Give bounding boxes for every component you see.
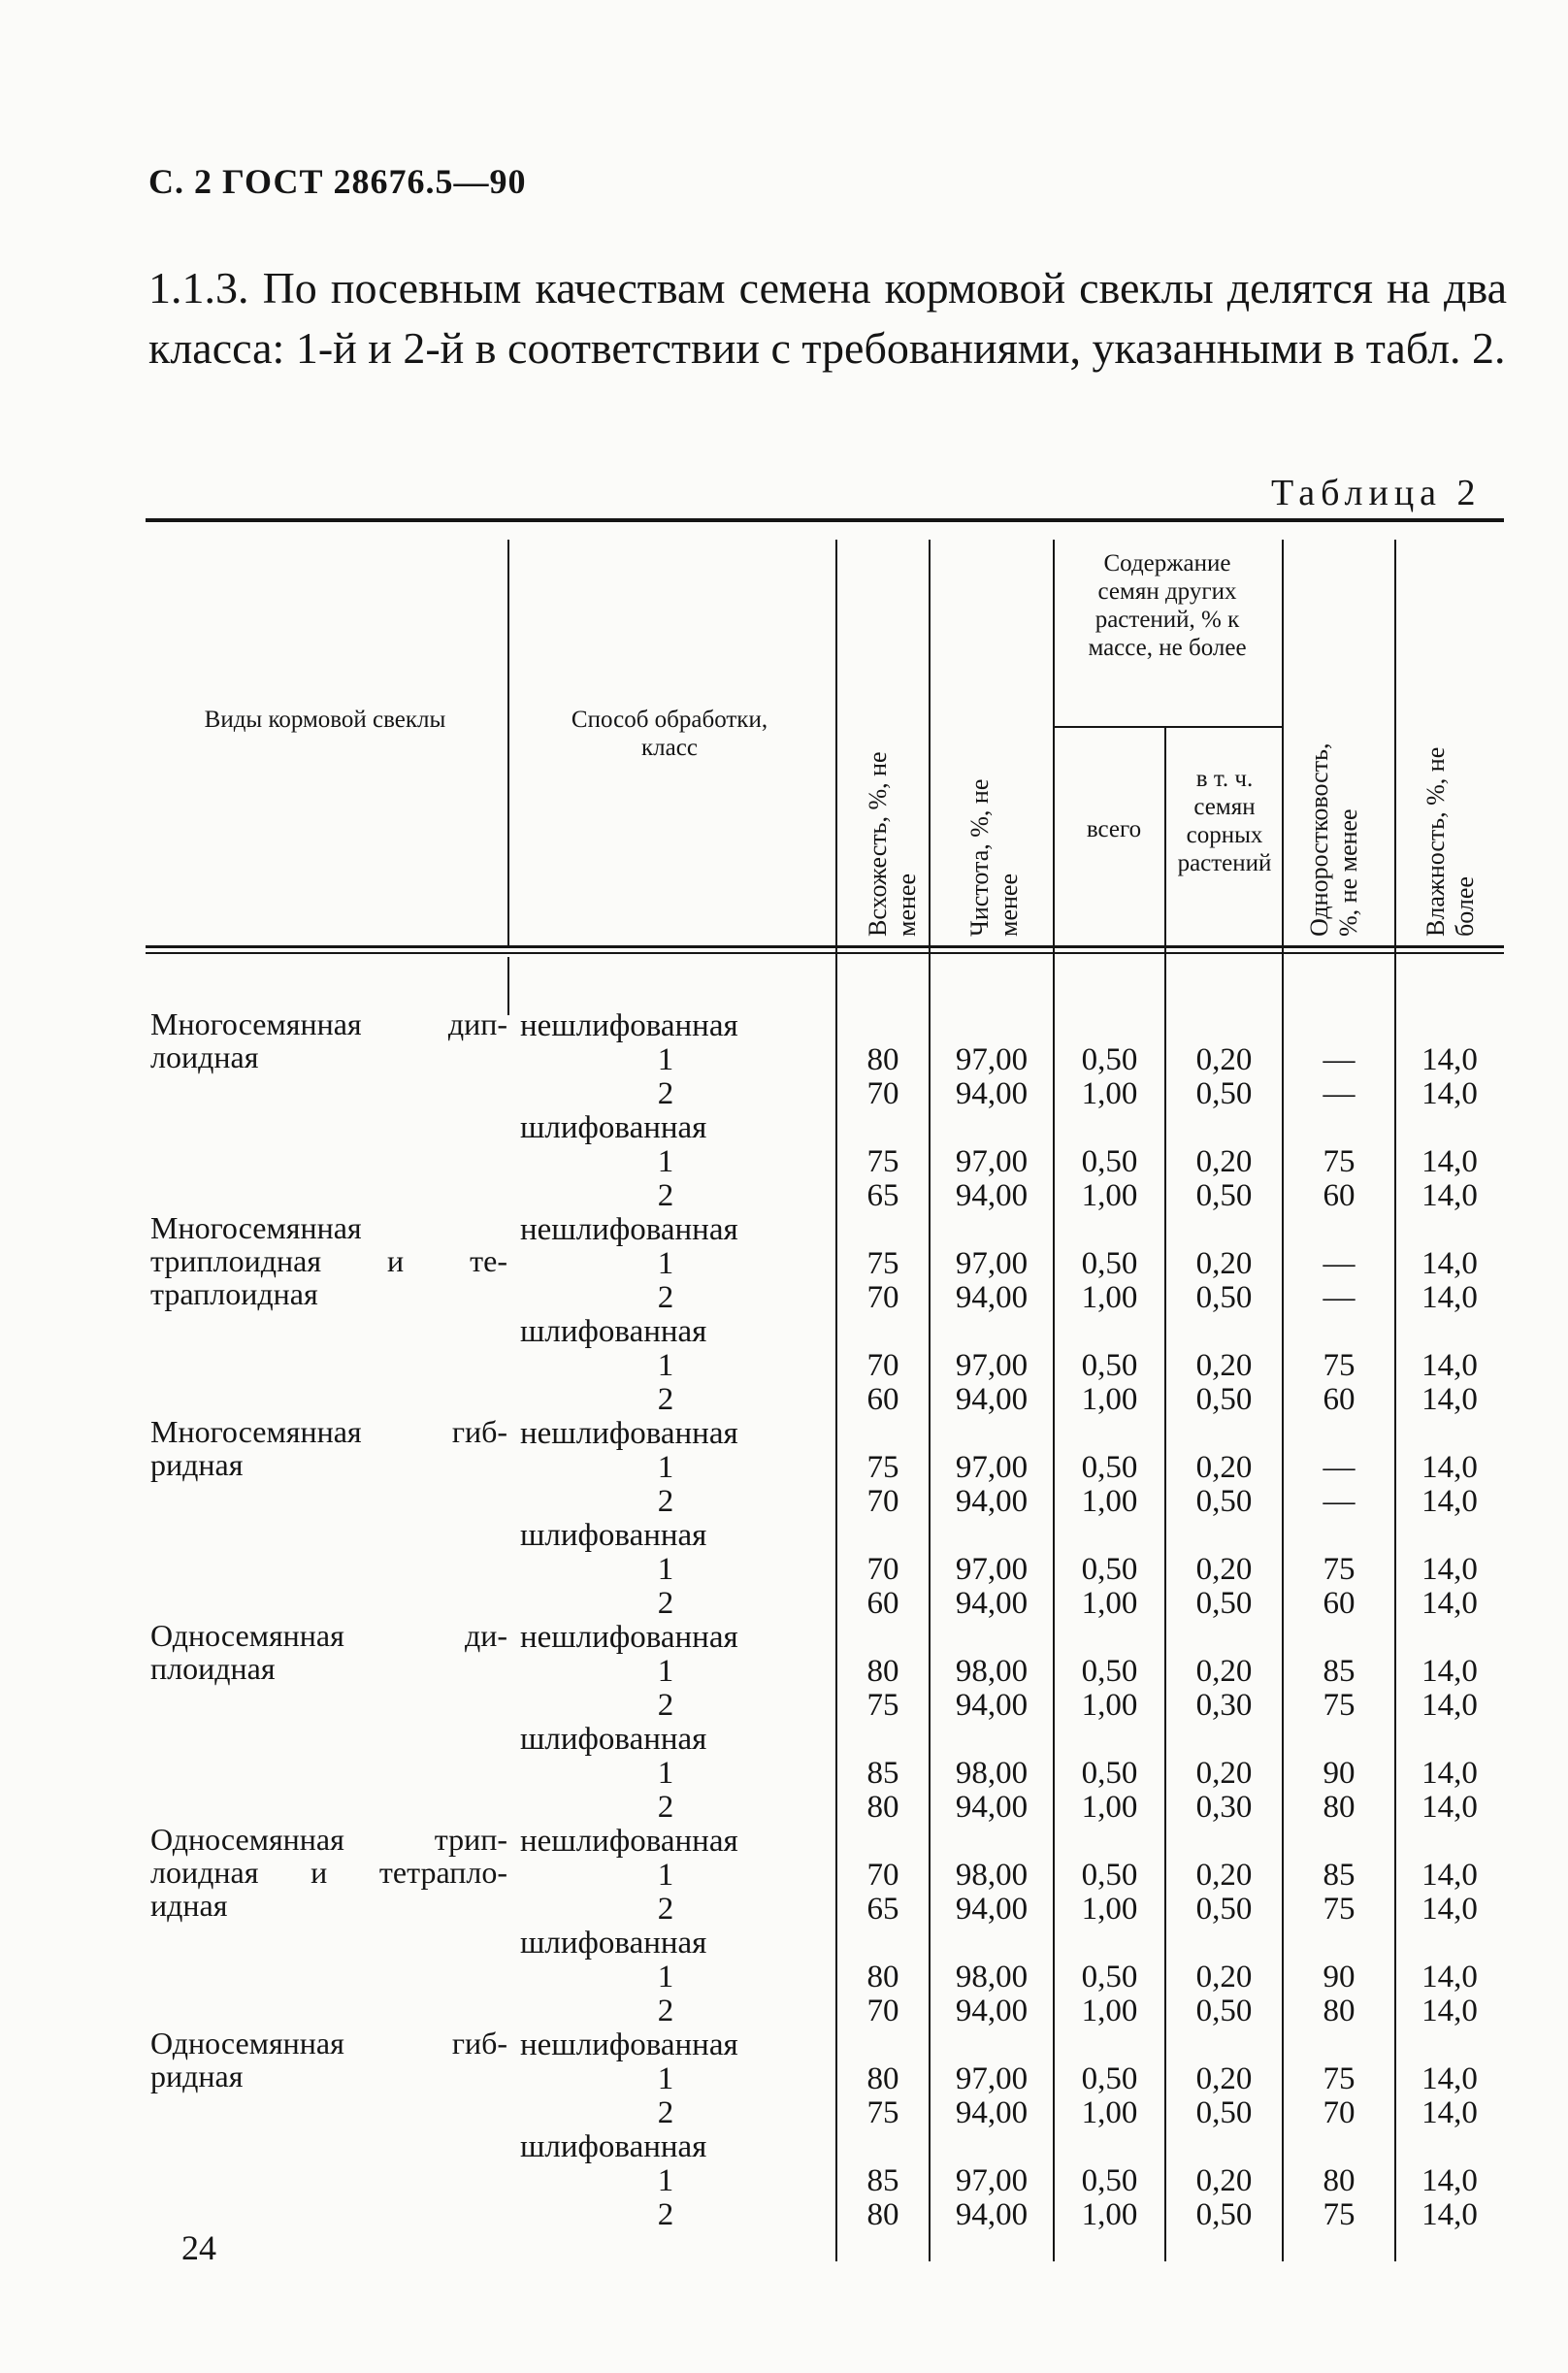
purity-cell: 97,00 bbox=[955, 2163, 1029, 2198]
single-sprout-cell: 60 bbox=[1323, 1586, 1356, 1621]
beet-kind-line: ридная bbox=[150, 1447, 244, 1482]
purity-cell: 94,00 bbox=[955, 1280, 1029, 1315]
beet-kind-line: лоидная и тетрапло- bbox=[150, 1855, 507, 1890]
header-other-seeds: Содержание семян других растений, % к массе, не более bbox=[1088, 550, 1247, 661]
beet-kind-line: Односемянная трип- bbox=[150, 1822, 507, 1857]
seed-class: 1 bbox=[657, 1348, 674, 1383]
germination-cell: 80 bbox=[866, 1790, 899, 1825]
single-sprout-cell: — bbox=[1323, 1246, 1356, 1281]
moisture-cell: 14,0 bbox=[1421, 1246, 1478, 1281]
moisture-cell: 14,0 bbox=[1421, 1756, 1478, 1791]
germination-cell: 65 bbox=[866, 1892, 899, 1927]
seed-class: 2 bbox=[657, 1790, 674, 1825]
total-cell: 1,00 bbox=[1081, 1586, 1138, 1621]
germination-cell: 80 bbox=[866, 2197, 899, 2232]
processing-method: нешлифованная bbox=[520, 2027, 738, 2062]
single-sprout-cell: 85 bbox=[1323, 1858, 1356, 1893]
moisture-cell: 14,0 bbox=[1421, 1960, 1478, 1994]
seed-class: 1 bbox=[657, 2061, 674, 2096]
seed-class: 2 bbox=[657, 1076, 674, 1111]
weeds-cell: 0,50 bbox=[1195, 1586, 1253, 1621]
header-method: Способ обработки, класс bbox=[571, 707, 768, 761]
moisture-cell: 14,0 bbox=[1421, 1586, 1478, 1621]
purity-cell: 94,00 bbox=[955, 1790, 1029, 1825]
single-sprout-cell: 80 bbox=[1323, 2163, 1356, 2198]
moisture-cell: 14,0 bbox=[1421, 1348, 1478, 1383]
header-moisture: Влажность, %, не более bbox=[1421, 746, 1479, 937]
document-header: С. 2 ГОСТ 28676.5—90 bbox=[148, 162, 527, 201]
beet-kind-line: траплоидная bbox=[150, 1276, 318, 1311]
weeds-cell: 0,30 bbox=[1195, 1790, 1253, 1825]
purity-cell: 94,00 bbox=[955, 1586, 1029, 1621]
germination-cell: 60 bbox=[866, 1382, 899, 1417]
weeds-cell: 0,50 bbox=[1195, 2197, 1253, 2232]
total-cell: 0,50 bbox=[1081, 1552, 1138, 1587]
weeds-cell: 0,20 bbox=[1195, 1246, 1253, 1281]
weeds-cell: 0,50 bbox=[1195, 1382, 1253, 1417]
weeds-cell: 0,20 bbox=[1195, 2061, 1253, 2096]
page-number: 24 bbox=[181, 2228, 216, 2267]
header-germination: Всхожесть, %, не менее bbox=[864, 751, 921, 937]
germination-cell: 60 bbox=[866, 1586, 899, 1621]
seed-class: 2 bbox=[657, 1280, 674, 1315]
weeds-cell: 0,50 bbox=[1195, 1280, 1253, 1315]
processing-method: нешлифованная bbox=[520, 1416, 738, 1451]
weeds-cell: 0,20 bbox=[1195, 1756, 1253, 1791]
total-cell: 1,00 bbox=[1081, 1484, 1138, 1519]
single-sprout-cell: 70 bbox=[1323, 2095, 1356, 2130]
germination-cell: 80 bbox=[866, 1654, 899, 1689]
germination-cell: 70 bbox=[866, 1552, 899, 1587]
total-cell: 0,50 bbox=[1081, 2061, 1138, 2096]
single-sprout-cell: — bbox=[1323, 1042, 1356, 1077]
moisture-cell: 14,0 bbox=[1421, 1144, 1478, 1179]
weeds-cell: 0,50 bbox=[1195, 1484, 1253, 1519]
single-sprout-cell: 75 bbox=[1323, 1144, 1356, 1179]
processing-method: нешлифованная bbox=[520, 1212, 738, 1247]
single-sprout-cell: — bbox=[1323, 1484, 1356, 1519]
seed-class: 2 bbox=[657, 1892, 674, 1927]
table-top-rule bbox=[146, 518, 1504, 522]
seed-class: 2 bbox=[657, 1994, 674, 2028]
seed-class: 2 bbox=[657, 1382, 674, 1417]
weeds-cell: 0,50 bbox=[1195, 1994, 1253, 2028]
beet-kind-line: плоидная bbox=[150, 1651, 276, 1686]
moisture-cell: 14,0 bbox=[1421, 1790, 1478, 1825]
beet-kind-line: Многосемянная гиб- bbox=[150, 1414, 507, 1449]
germination-cell: 70 bbox=[866, 1348, 899, 1383]
seed-class: 1 bbox=[657, 1246, 674, 1281]
processing-method: нешлифованная bbox=[520, 1008, 738, 1043]
total-cell: 0,50 bbox=[1081, 1348, 1138, 1383]
processing-method: шлифованная bbox=[520, 1314, 707, 1349]
moisture-cell: 14,0 bbox=[1421, 1994, 1478, 2028]
single-sprout-cell: 80 bbox=[1323, 1790, 1356, 1825]
moisture-cell: 14,0 bbox=[1421, 2061, 1478, 2096]
seed-class: 1 bbox=[657, 1042, 674, 1077]
purity-cell: 97,00 bbox=[955, 2061, 1029, 2096]
seed-class: 1 bbox=[657, 1756, 674, 1791]
single-sprout-cell: 75 bbox=[1323, 1348, 1356, 1383]
germination-cell: 75 bbox=[866, 1246, 899, 1281]
total-cell: 1,00 bbox=[1081, 1892, 1138, 1927]
beet-kind-name bbox=[150, 1007, 507, 1073]
single-sprout-cell: 75 bbox=[1323, 2197, 1356, 2232]
header-kind: Виды кормовой свеклы bbox=[204, 707, 446, 733]
table-header-rule-2 bbox=[146, 952, 1504, 954]
total-cell: 1,00 bbox=[1081, 1790, 1138, 1825]
beet-kind-line: лоидная bbox=[150, 1039, 259, 1074]
purity-cell: 98,00 bbox=[955, 1858, 1029, 1893]
header-purity: Чистота, %, не менее bbox=[965, 778, 1023, 937]
seed-class: 2 bbox=[657, 1178, 674, 1213]
single-sprout-cell: 60 bbox=[1323, 1178, 1356, 1213]
beet-kind-line: идная bbox=[150, 1888, 228, 1923]
purity-cell: 94,00 bbox=[955, 1382, 1029, 1417]
germination-cell: 80 bbox=[866, 1960, 899, 1994]
total-cell: 1,00 bbox=[1081, 2197, 1138, 2232]
purity-cell: 94,00 bbox=[955, 1994, 1029, 2028]
single-sprout-cell: — bbox=[1323, 1076, 1356, 1111]
moisture-cell: 14,0 bbox=[1421, 1892, 1478, 1927]
processing-method: шлифованная bbox=[520, 1110, 707, 1145]
single-sprout-cell: 80 bbox=[1323, 1994, 1356, 2028]
beet-kind-line: Односемянная ди- bbox=[150, 1618, 507, 1653]
purity-cell: 98,00 bbox=[955, 1654, 1029, 1689]
seed-class: 1 bbox=[657, 1960, 674, 1994]
total-cell: 0,50 bbox=[1081, 1960, 1138, 1994]
seed-class: 1 bbox=[657, 2163, 674, 2198]
total-cell: 1,00 bbox=[1081, 1178, 1138, 1213]
moisture-cell: 14,0 bbox=[1421, 2197, 1478, 2232]
germination-cell: 70 bbox=[866, 1280, 899, 1315]
germination-cell: 85 bbox=[866, 2163, 899, 2198]
table-caption: Таблица 2 bbox=[1271, 473, 1482, 513]
moisture-cell: 14,0 bbox=[1421, 1552, 1478, 1587]
total-cell: 0,50 bbox=[1081, 1858, 1138, 1893]
moisture-cell: 14,0 bbox=[1421, 1382, 1478, 1417]
moisture-cell: 14,0 bbox=[1421, 1178, 1478, 1213]
beet-kind-name bbox=[150, 2027, 507, 2093]
moisture-cell: 14,0 bbox=[1421, 1076, 1478, 1111]
total-cell: 0,50 bbox=[1081, 1042, 1138, 1077]
total-cell: 1,00 bbox=[1081, 1076, 1138, 1111]
column-divider bbox=[507, 957, 509, 1015]
seed-class: 1 bbox=[657, 1654, 674, 1689]
weeds-cell: 0,50 bbox=[1195, 1178, 1253, 1213]
germination-cell: 75 bbox=[866, 1688, 899, 1723]
beet-kind-line: ридная bbox=[150, 2059, 244, 2093]
processing-method: шлифованная bbox=[520, 1518, 707, 1553]
beet-kind-line: Односемянная гиб- bbox=[150, 2026, 507, 2060]
single-sprout-cell: 75 bbox=[1323, 1688, 1356, 1723]
weeds-cell: 0,20 bbox=[1195, 1450, 1253, 1485]
moisture-cell: 14,0 bbox=[1421, 1280, 1478, 1315]
weeds-cell: 0,20 bbox=[1195, 1042, 1253, 1077]
single-sprout-cell: 85 bbox=[1323, 1654, 1356, 1689]
total-cell: 0,50 bbox=[1081, 1144, 1138, 1179]
weeds-cell: 0,20 bbox=[1195, 1144, 1253, 1179]
weeds-cell: 0,30 bbox=[1195, 1688, 1253, 1723]
single-sprout-cell: 75 bbox=[1323, 1892, 1356, 1927]
moisture-cell: 14,0 bbox=[1421, 1450, 1478, 1485]
moisture-cell: 14,0 bbox=[1421, 1858, 1478, 1893]
weeds-cell: 0,20 bbox=[1195, 1858, 1253, 1893]
total-cell: 0,50 bbox=[1081, 1450, 1138, 1485]
weeds-cell: 0,20 bbox=[1195, 2163, 1253, 2198]
single-sprout-cell: 90 bbox=[1323, 1960, 1356, 1994]
seed-class: 1 bbox=[657, 1552, 674, 1587]
weeds-cell: 0,50 bbox=[1195, 1076, 1253, 1111]
weeds-cell: 0,50 bbox=[1195, 1892, 1253, 1927]
processing-method: шлифованная bbox=[520, 1722, 707, 1757]
beet-kind-line: Многосемянная дип- bbox=[150, 1006, 507, 1041]
total-cell: 1,00 bbox=[1081, 1688, 1138, 1723]
germination-cell: 70 bbox=[866, 1076, 899, 1111]
purity-cell: 94,00 bbox=[955, 2197, 1029, 2232]
total-cell: 0,50 bbox=[1081, 1246, 1138, 1281]
intro-paragraph: 1.1.3. По посевным качествам семена кормовой свеклы делятся на два класса: 1-й и 2-й в соответствии с требованиями, указанными в табл. 2. bbox=[148, 263, 1507, 373]
single-sprout-cell: 90 bbox=[1323, 1756, 1356, 1791]
purity-cell: 97,00 bbox=[955, 1042, 1029, 1077]
germination-cell: 70 bbox=[866, 1858, 899, 1893]
weeds-cell: 0,20 bbox=[1195, 1960, 1253, 1994]
beet-kind-name bbox=[150, 1823, 507, 1922]
germination-cell: 75 bbox=[866, 2095, 899, 2130]
purity-cell: 97,00 bbox=[955, 1246, 1029, 1281]
weeds-cell: 0,50 bbox=[1195, 2095, 1253, 2130]
moisture-cell: 14,0 bbox=[1421, 1042, 1478, 1077]
processing-method: шлифованная bbox=[520, 2129, 707, 2164]
seed-class: 1 bbox=[657, 1858, 674, 1893]
germination-cell: 70 bbox=[866, 1484, 899, 1519]
germination-cell: 65 bbox=[866, 1178, 899, 1213]
total-cell: 1,00 bbox=[1081, 2095, 1138, 2130]
purity-cell: 94,00 bbox=[955, 1076, 1029, 1111]
purity-cell: 97,00 bbox=[955, 1348, 1029, 1383]
germination-cell: 75 bbox=[866, 1450, 899, 1485]
moisture-cell: 14,0 bbox=[1421, 2163, 1478, 2198]
single-sprout-cell: 75 bbox=[1323, 1552, 1356, 1587]
purity-cell: 97,00 bbox=[955, 1552, 1029, 1587]
header-weeds: в т. ч. семян сорных растений bbox=[1177, 766, 1272, 876]
seed-class: 2 bbox=[657, 2095, 674, 2130]
germination-cell: 70 bbox=[866, 1994, 899, 2028]
weeds-cell: 0,20 bbox=[1195, 1552, 1253, 1587]
single-sprout-cell: 75 bbox=[1323, 2061, 1356, 2096]
header-total: всего bbox=[1086, 816, 1142, 842]
germination-cell: 80 bbox=[866, 1042, 899, 1077]
germination-cell: 80 bbox=[866, 2061, 899, 2096]
purity-cell: 98,00 bbox=[955, 1960, 1029, 1994]
beet-kind-line: триплоидная и те- bbox=[150, 1243, 507, 1278]
purity-cell: 94,00 bbox=[955, 1688, 1029, 1723]
other-seeds-subrule bbox=[1053, 726, 1282, 728]
weeds-cell: 0,20 bbox=[1195, 1348, 1253, 1383]
total-cell: 1,00 bbox=[1081, 1382, 1138, 1417]
beet-kind-line: Многосемянная bbox=[150, 1210, 362, 1245]
purity-cell: 97,00 bbox=[955, 1144, 1029, 1179]
total-cell: 1,00 bbox=[1081, 1994, 1138, 2028]
seed-class: 1 bbox=[657, 1144, 674, 1179]
table-header-rule bbox=[146, 945, 1504, 948]
single-sprout-cell: — bbox=[1323, 1450, 1356, 1485]
beet-kind-name bbox=[150, 1211, 507, 1310]
germination-cell: 75 bbox=[866, 1144, 899, 1179]
processing-method: шлифованная bbox=[520, 1926, 707, 1961]
total-cell: 1,00 bbox=[1081, 1280, 1138, 1315]
single-sprout-cell: 60 bbox=[1323, 1382, 1356, 1417]
beet-kind-name bbox=[150, 1619, 507, 1685]
single-sprout-cell: — bbox=[1323, 1280, 1356, 1315]
total-cell: 0,50 bbox=[1081, 1756, 1138, 1791]
purity-cell: 97,00 bbox=[955, 1450, 1029, 1485]
moisture-cell: 14,0 bbox=[1421, 1688, 1478, 1723]
column-divider bbox=[507, 540, 509, 945]
germination-cell: 85 bbox=[866, 1756, 899, 1791]
beet-kind-name bbox=[150, 1415, 507, 1481]
purity-cell: 94,00 bbox=[955, 2095, 1029, 2130]
purity-cell: 94,00 bbox=[955, 1892, 1029, 1927]
moisture-cell: 14,0 bbox=[1421, 2095, 1478, 2130]
purity-cell: 94,00 bbox=[955, 1178, 1029, 1213]
processing-method: нешлифованная bbox=[520, 1620, 738, 1655]
seed-class: 2 bbox=[657, 1484, 674, 1519]
seed-class: 1 bbox=[657, 1450, 674, 1485]
total-cell: 0,50 bbox=[1081, 2163, 1138, 2198]
seed-class: 2 bbox=[657, 1586, 674, 1621]
purity-cell: 94,00 bbox=[955, 1484, 1029, 1519]
processing-method: нешлифованная bbox=[520, 1824, 738, 1859]
header-single-sprout: Одноростковость, %, не менее bbox=[1305, 742, 1362, 937]
total-cell: 0,50 bbox=[1081, 1654, 1138, 1689]
seed-class: 2 bbox=[657, 1688, 674, 1723]
seed-class: 2 bbox=[657, 2197, 674, 2232]
moisture-cell: 14,0 bbox=[1421, 1654, 1478, 1689]
moisture-cell: 14,0 bbox=[1421, 1484, 1478, 1519]
weeds-cell: 0,20 bbox=[1195, 1654, 1253, 1689]
purity-cell: 98,00 bbox=[955, 1756, 1029, 1791]
